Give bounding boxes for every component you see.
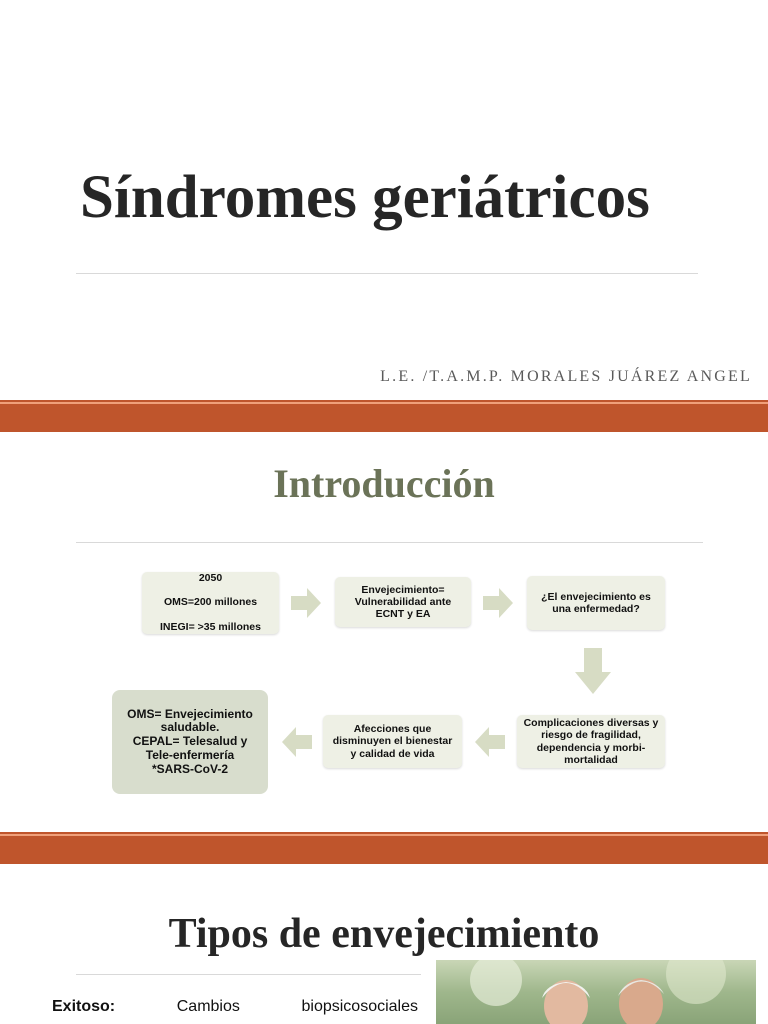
arrow-right-icon bbox=[291, 588, 321, 618]
box-cepal-line: CEPAL= Telesalud y Tele-enfermería bbox=[132, 734, 248, 762]
body-word: biopsicosociales bbox=[301, 998, 418, 1015]
intro-divider bbox=[76, 542, 703, 543]
arrow-left-icon bbox=[475, 727, 505, 757]
box-2050-oms: OMS=200 millones bbox=[163, 596, 258, 609]
term-exitoso: Exitoso: bbox=[52, 998, 116, 1015]
flow-box-complicaciones: Complicaciones diversas y riesgo de fragilidad, dependencia y morbi-mortalidad bbox=[517, 715, 665, 768]
presentation-title: Síndromes geriátricos bbox=[80, 164, 650, 231]
slide-separator-band bbox=[0, 400, 768, 432]
flow-box-afecciones: Afecciones que disminuyen el bienestar y calidad de vida bbox=[323, 715, 462, 768]
elderly-couple-photo bbox=[436, 960, 756, 1024]
flow-box-enfermedad: ¿El envejecimiento es una enfermedad? bbox=[527, 576, 665, 630]
flow-box-oms-cepal bbox=[112, 690, 268, 794]
intro-title: Introducción bbox=[273, 461, 495, 506]
types-divider bbox=[76, 974, 421, 975]
body-word: Cambios bbox=[176, 998, 240, 1015]
box-oms-line: OMS= Envejecimiento saludable. bbox=[127, 706, 253, 735]
slide-separator-band bbox=[0, 832, 768, 864]
title-slide bbox=[0, 0, 768, 400]
types-body-text bbox=[52, 998, 418, 1016]
arrow-right-icon bbox=[483, 588, 513, 618]
box-2050-inegi: INEGI= >35 millones bbox=[160, 620, 261, 633]
arrow-left-icon bbox=[282, 727, 312, 757]
types-title: Tipos de envejecimiento bbox=[168, 911, 600, 957]
author-line: L.E. /T.A.M.P. MORALES JUÁREZ ANGEL bbox=[380, 368, 752, 385]
types-slide bbox=[0, 864, 768, 1024]
box-sars-line: *SARS-CoV-2 bbox=[151, 761, 228, 776]
title-divider bbox=[76, 273, 698, 274]
intro-slide bbox=[0, 432, 768, 832]
arrow-down-icon bbox=[575, 648, 611, 694]
flow-box-vulnerabilidad: Envejecimiento= Vulnerabilidad ante ECNT y EA bbox=[335, 577, 471, 627]
flow-box-2050 bbox=[142, 572, 279, 634]
box-2050-year: 2050 bbox=[198, 572, 223, 584]
